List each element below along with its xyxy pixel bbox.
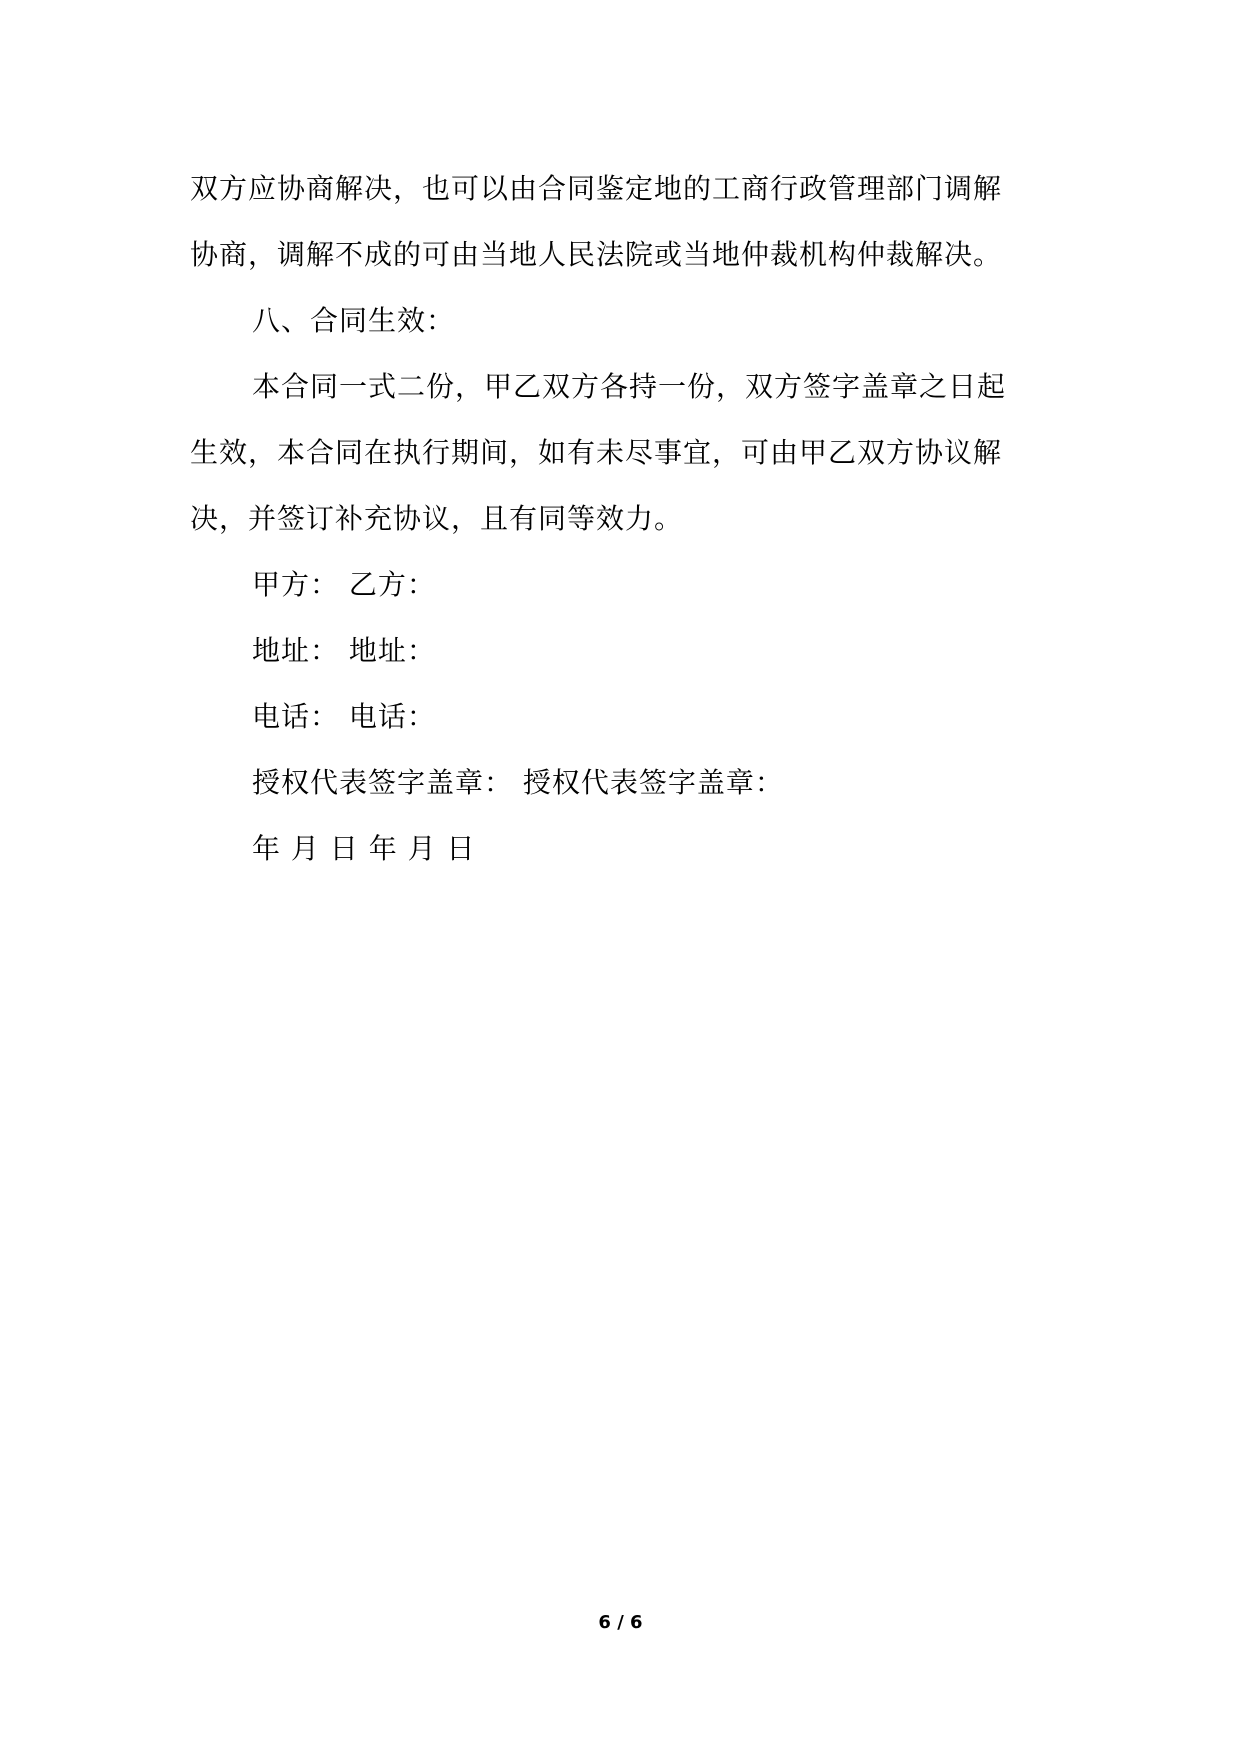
party-names-line: 甲方： 乙方： [252, 568, 436, 601]
section-heading-contract-effect: 八、合同生效： [252, 304, 456, 337]
paragraph-line-4: 生效，本合同在执行期间，如有未尽事宜，可由甲乙双方协议解 [190, 436, 1003, 469]
paragraph-line-1: 双方应协商解决，也可以由合同鉴定地的工商行政管理部门调解 [190, 172, 1003, 205]
phone-line: 电话： 电话： [252, 700, 436, 733]
document-body [190, 156, 1070, 882]
paragraph-line-5: 决，并签订补充协议，且有同等效力。 [190, 502, 684, 535]
address-line: 地址： 地址： [252, 634, 436, 667]
signature-line: 授权代表签字盖章： 授权代表签字盖章： [252, 766, 784, 799]
date-line: 年 月 日 年 月 日 [252, 832, 476, 865]
page-number: 6 / 6 [598, 1612, 643, 1633]
paragraph-line-3: 本合同一式二份，甲乙双方各持一份，双方签字盖章之日起 [252, 370, 1007, 403]
paragraph-line-2: 协商，调解不成的可由当地人民法院或当地仲裁机构仲裁解决。 [190, 238, 1003, 271]
